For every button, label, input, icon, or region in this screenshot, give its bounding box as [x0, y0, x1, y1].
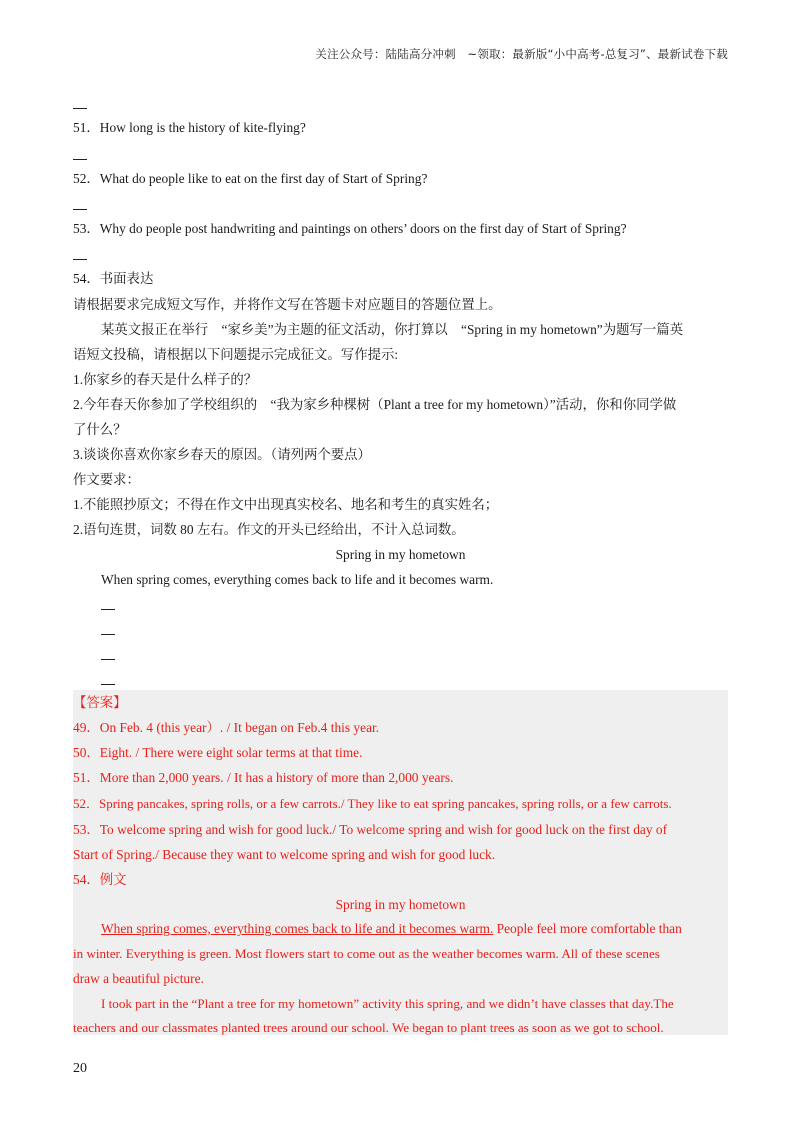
answer-label: 【答案】 [73, 695, 127, 710]
answer-blank [73, 159, 87, 160]
sample-essay-title: Spring in my hometown [335, 897, 466, 912]
sample-paragraph-1-line-2: in winter. Everything is green. Most flowers start to come out as the weather becomes warm. All of these scenes [73, 946, 660, 961]
question-52: 52．What do people like to eat on the first day of Start of Spring? [73, 171, 428, 186]
page-number: 20 [73, 1061, 87, 1076]
answer-53: 53．To welcome spring and wish for good luck./ To welcome spring and wish for good luck on the first day of [73, 822, 668, 837]
underlined-opening: When spring comes, everything comes back to life and it becomes warm. [101, 921, 494, 936]
writing-intro: 某英文报正在举行 “家乡美”为主题的征文活动，你打算以 “Spring in my hometown”为题写一篇英 [101, 322, 684, 337]
answer-blank [73, 108, 87, 109]
paragraph-1-text: People feel more comfortable than [493, 921, 682, 936]
writing-intro-cont: 语短文投稿，请根据以下问题提示完成征文。写作提示: [73, 347, 399, 362]
hint-3: 3.谈谈你喜欢你家乡春天的原因。（请列两个要点） [73, 447, 371, 462]
requirement-2: 2.语句连贯，词数 80 左右。作文的开头已经给出，不计入总词数。 [73, 522, 465, 537]
sample-paragraph-1 [101, 920, 682, 938]
answer-52: 52．Spring pancakes, spring rolls, or a few carrots./ They like to eat spring pancakes, spring rolls, or a few carrots. [73, 796, 672, 811]
writing-blank [101, 659, 115, 660]
sample-paragraph-1-line-3: draw a beautiful picture. [73, 971, 204, 986]
answer-section [73, 690, 728, 1035]
hint-1: 1.你家乡的春天是什么样子的？ [73, 372, 258, 387]
answer-53-cont: Start of Spring./ Because they want to welcome spring and wish for good luck. [73, 847, 496, 862]
answer-51: 51．More than 2,000 years. / It has a history of more than 2,000 years. [73, 770, 454, 785]
answer-54-label: 54．例文 [73, 872, 127, 887]
requirement-1: 1.不能照抄原文；不得在作文中出现真实校名、地名和考生的真实姓名； [73, 497, 499, 512]
writing-blank [101, 634, 115, 635]
writing-blank [101, 609, 115, 610]
answer-blank [73, 209, 87, 210]
answer-49: 49．On Feb. 4 (this year）. / It began on Feb.4 this year. [73, 720, 380, 735]
hint-2: 2.今年春天你参加了学校组织的 “我为家乡种棵树（Plant a tree for my hometown）”活动，你和你同学做 [73, 397, 677, 412]
hint-2-cont: 了什么？ [73, 422, 127, 437]
question-51: 51．How long is the history of kite-flying? [73, 120, 306, 135]
writing-blank [101, 684, 115, 685]
requirements-title: 作文要求： [73, 472, 140, 487]
essay-title: Spring in my hometown [335, 547, 466, 562]
writing-instruction: 请根据要求完成短文写作，并将作文写在答题卡对应题目的答题位置上。 [73, 297, 502, 312]
writing-title: 54．书面表达 [73, 271, 154, 286]
sample-paragraph-2-line-2: teachers and our classmates planted trees around our school. We began to plant trees as soon as we got to school. [73, 1020, 664, 1035]
page-header: 关注公众号：陆陆高分冲刺 ~领取：最新版“小中高考-总复习”、最新试卷下载 [315, 47, 728, 61]
answer-blank [73, 259, 87, 260]
question-53: 53．Why do people post handwriting and paintings on others’ doors on the first day of Start of Spring? [73, 221, 627, 236]
essay-opening: When spring comes, everything comes back to life and it becomes warm. [101, 572, 494, 587]
answer-50: 50．Eight. / There were eight solar terms at that time. [73, 745, 363, 760]
sample-paragraph-2: I took part in the “Plant a tree for my hometown” activity this spring, and we didn’t have classes that day.The [101, 996, 674, 1011]
